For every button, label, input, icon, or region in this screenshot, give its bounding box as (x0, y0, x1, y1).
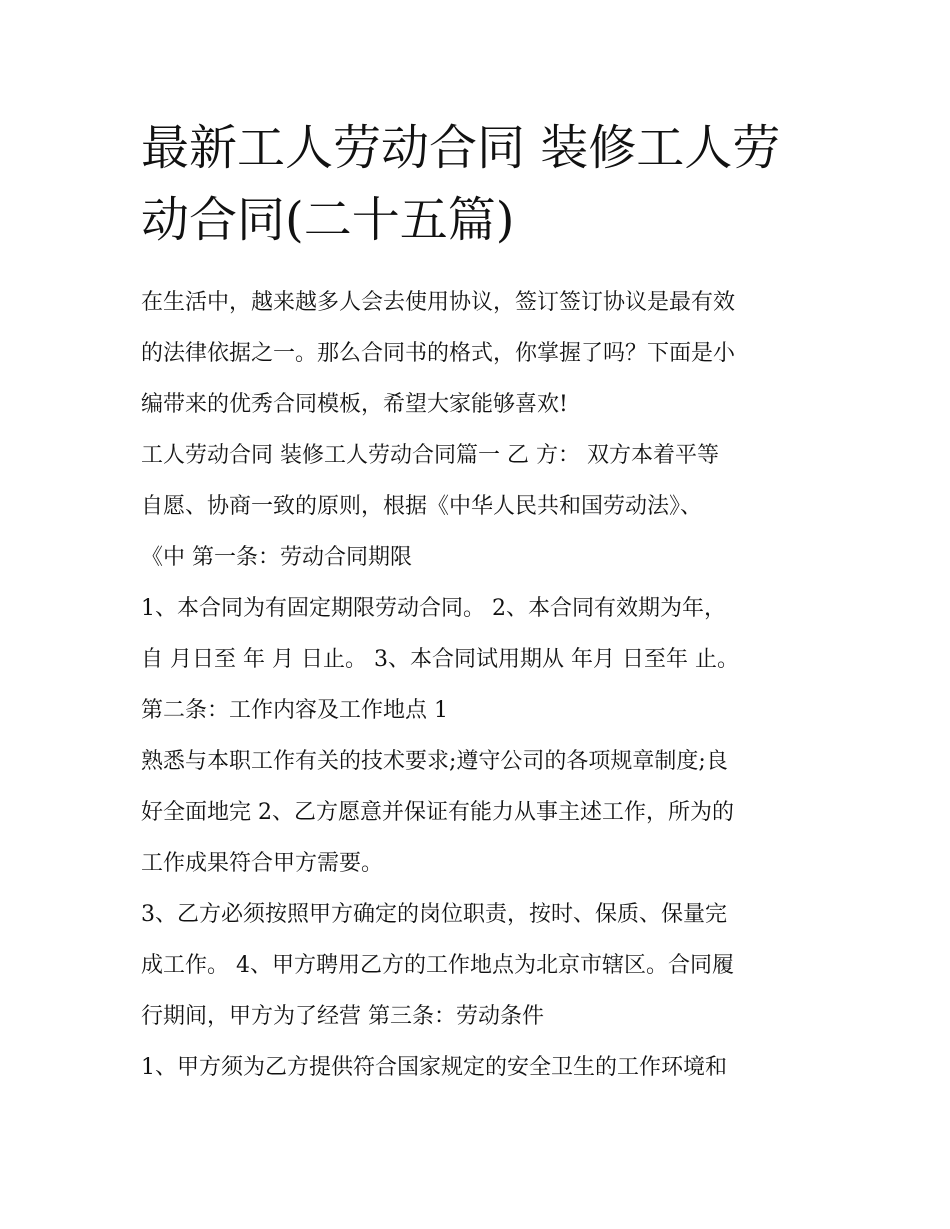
body-line-5: 自愿、协商一致的原则，根据《中华人民共和国劳动法》、 (141, 494, 703, 519)
body-line-15: 行期间，甲方为了经营 第三条：劳动条件 (141, 1004, 544, 1029)
body-line-6: 《中 第一条：劳动合同期限 (141, 545, 412, 570)
body-line-14: 成工作。 4、甲方聘用乙方的工作地点为北京市辖区。合同履 (141, 953, 734, 978)
title-line-1: 最新工人劳动合同 装修工人劳 (141, 120, 781, 176)
body-line-9: 第二条：工作内容及工作地点 1 (141, 698, 448, 723)
title-line-2: 动合同(二十五篇) (141, 192, 515, 248)
body-line-1: 在生活中，越来越多人会去使用协议，签订签订协议是最有效 (141, 290, 736, 315)
body-line-10: 熟悉与本职工作有关的技术要求;遵守公司的各项规章制度;良 (141, 749, 728, 774)
document-body (141, 277, 821, 1093)
document-title (141, 112, 821, 256)
body-line-11: 好全面地完 2、乙方愿意并保证有能力从事主述工作，所为的 (141, 800, 734, 825)
body-line-8: 自 月日至 年 月 日止。 3、本合同试用期从 年月 日至年 止。 (141, 647, 739, 672)
body-line-2: 的法律依据之一。那么合同书的格式，你掌握了吗？下面是小 (141, 341, 736, 366)
body-line-4: 工人劳动合同 装修工人劳动合同篇一 乙 方： 双方本着平等 (141, 443, 719, 468)
body-line-13: 3、乙方必须按照甲方确定的岗位职责，按时、保质、保量完 (141, 902, 727, 927)
body-line-7: 1、本合同为有固定期限劳动合同。 2、本合同有效期为年， (141, 596, 726, 621)
body-line-12: 工作成果符合甲方需要。 (141, 851, 384, 876)
body-line-3: 编带来的优秀合同模板，希望大家能够喜欢! (141, 392, 568, 417)
body-line-16: 1、甲方须为乙方提供符合国家规定的安全卫生的工作环境和 (141, 1055, 727, 1080)
